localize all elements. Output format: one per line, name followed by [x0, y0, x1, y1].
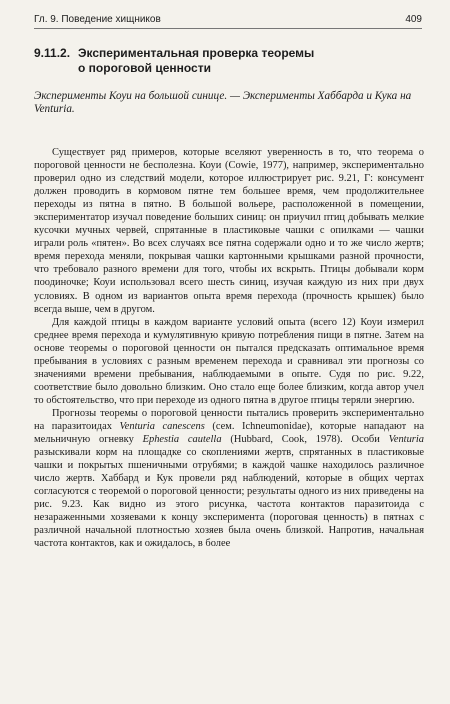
paragraph: [34, 146, 424, 316]
text-run: (сем. Ichneumonidae), которые нападают на мельничную огневку: [34, 420, 424, 446]
italic-text-run: Ephestia cautella: [142, 434, 222, 446]
paragraph: [34, 316, 424, 407]
text-run: (Hubbard, Cook, 1978). Особи: [221, 434, 389, 446]
text-run: Существует ряд примеров, которые вселяют уверенность в то, что теорема о пороговой ценности не бесполезна. Коуи (Cowie, 1977), например, экспериментально проверил одно из следствий модели, которое иллюстрирует рис. 9.21, Г: консумент должен проводить в кормовом пятне тем большее время, чем продолжительнее переходы из пятна в пятно. В большой вольере, расположенной в помещении, экспериментатор изучал поведение больших синиц: он приучил птиц добывать мелкие кусочки мучных червей, спрятанные в пластиковые чашки с опилками — чашки играли роль «пятен». Во всех случаях все пятна содержали одно и то же число жертв; время перехода меняли, покрывая чашки картонными крышками разной прочности, что требовало разного времени для того, чтобы их вскрыть. Птицы добывали корм поодиночке; Коуи использовал всего шесть синиц, изучая каждую из них при двух условиях. В одном из вариантов опыта время перехода (прочность крышек) было всегда выше, чем в другом.: [34, 147, 424, 315]
italic-text-run: Venturia canescens: [119, 420, 205, 432]
section-heading: [34, 46, 434, 76]
section-subheading: Эксперименты Коуи на большой синице. — Эксперименты Хаббарда и Кука на Venturia.: [34, 90, 412, 115]
chapter-title: Гл. 9. Поведение хищников: [34, 14, 161, 25]
body-text: [34, 146, 424, 550]
running-head: [34, 14, 422, 29]
page-number: 409: [405, 14, 422, 25]
italic-text-run: Venturia: [388, 434, 424, 446]
section-number: 9.11.2.: [34, 46, 71, 60]
section-title-line-2: о пороговой ценности: [78, 61, 211, 75]
paragraph: [34, 407, 424, 551]
section-title-line-1: Экспериментальная проверка теоремы: [78, 46, 315, 60]
text-run: разыскивали корм на площадке со скоплениями жертв, спрятанных в пластиковые чашки и покрытых пшеничными отрубями; в каждой чашке находилось различное число жертв. Хаббард и Кук провели ряд наблюдений, которые в общих чертах согласуются с теоремой о пороговой ценности; результаты одного из них приведены на рис. 9.23. Как видно из этого рисунка, частота контактов паразитоида с незараженными хозяевами к концу эксперимента (пороговая ценность) в пятнах с различной начальной плотностью хозяев была очень близкой. Напротив, начальная частота контактов, как и ожидалось, в более: [34, 447, 424, 550]
text-run: Для каждой птицы в каждом варианте условий опыта (всего 12) Коуи измерил среднее время перехода и кумулятивную кривую потребления пищи в пятне. Затем на основе теоремы о пороговой ценности он пытался предсказать оптимальное время пребывания в условиях с разным временем перехода и сравнивал эти прогнозы со значениями времени пребывания, наблюдаемыми в опыте. Судя по рис. 9.22, соответствие было довольно близким. Оно стало еще более близким, когда автор учел то обстоятельство, что при переходе из одного пятна в другое птицы теряли энергию.: [34, 316, 424, 406]
text-run: Прогнозы теоремы о пороговой ценности пытались проверить экспериментально на паразитоидах: [34, 407, 424, 432]
